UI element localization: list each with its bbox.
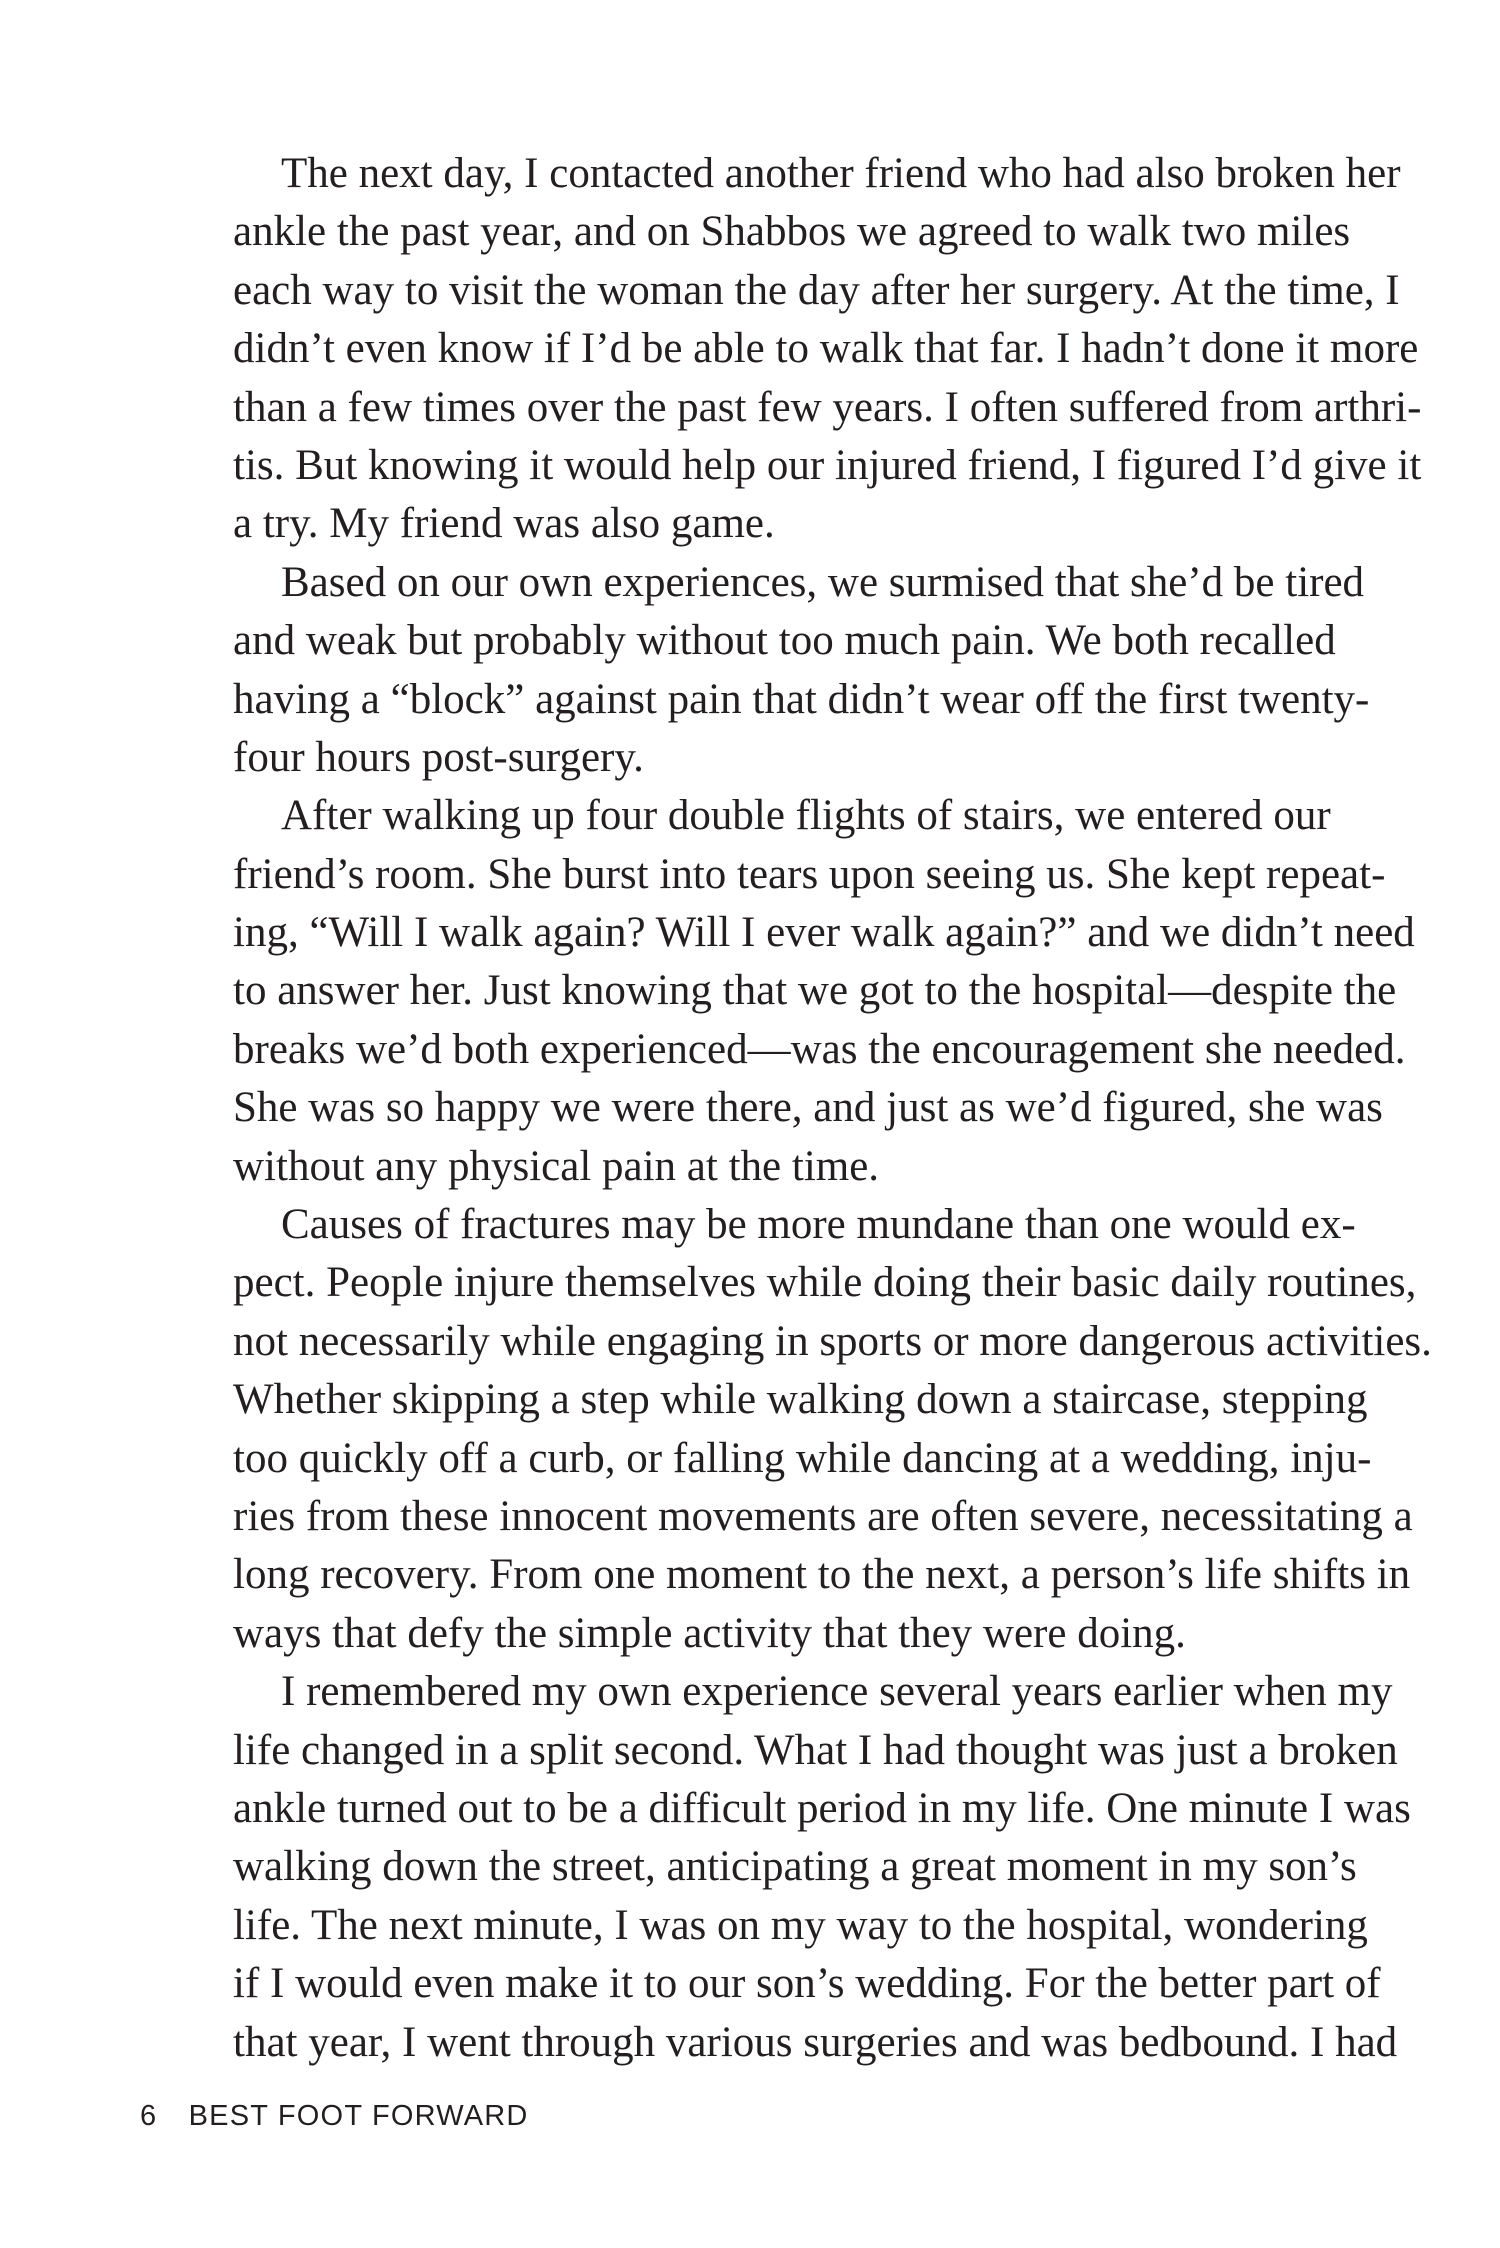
text-line: than a few times over the past few years. I often suffered from arthri- [233,383,1422,431]
text-line: each way to visit the woman the day after her surgery. At the time, I [233,266,1400,314]
text-line: having a “block” against pain that didn’t wear off the first twenty- [233,675,1370,723]
paragraph [185,554,1370,788]
text-line: if I would even make it to our son’s wedding. For the better part of [233,1960,1381,2008]
text-line: long recovery. From one moment to the next, a person’s life shifts in [233,1551,1411,1599]
body-text [185,145,1432,2072]
text-line: Causes of fractures may be more mundane than one would ex- [281,1201,1356,1249]
text-line: pect. People injure themselves while doing their basic daily routines, [233,1259,1417,1307]
text-line: ing, “Will I walk again? Will I ever walk again?” and we didn’t need [233,909,1415,957]
text-line: that year, I went through various surgeries and was bedbound. I had [233,2018,1398,2066]
paragraph [185,787,1415,1196]
text-line: life changed in a split second. What I had thought was just a broken [233,1726,1398,1774]
paragraph [185,1663,1411,2072]
text-line: Whether skipping a step while walking down a staircase, stepping [233,1376,1368,1424]
running-title: BEST FOOT FORWARD [188,2100,529,2132]
paragraph [185,145,1422,554]
text-line: four hours post-surgery. [233,733,644,781]
text-line: The next day, I contacted another friend who had also broken her [281,150,1401,197]
text-line: didn’t even know if I’d be able to walk that far. I hadn’t done it more [233,325,1419,373]
text-line: breaks we’d both experienced—was the encouragement she needed. [233,1025,1406,1073]
text-line: After walking up four double flights of stairs, we entered our [281,792,1331,840]
text-line: without any physical pain at the time. [233,1142,880,1190]
text-line: ries from these innocent movements are often severe, necessitating a [233,1492,1413,1540]
text-line: walking down the street, anticipating a great moment in my son’s [233,1843,1357,1891]
text-line: ways that defy the simple activity that they were doing. [233,1609,1186,1657]
text-line: She was so happy we were there, and just as we’d figured, she was [233,1084,1383,1132]
text-line: life. The next minute, I was on my way to the hospital, wondering [233,1901,1368,1949]
text-line: ankle turned out to be a difficult period in my life. One minute I was [233,1784,1411,1832]
text-line: not necessarily while engaging in sports or more dangerous activities. [233,1317,1432,1365]
text-line: Based on our own experiences, we surmised that she’d be tired [281,558,1365,606]
paragraph [185,1196,1432,1663]
text-line: to answer her. Just knowing that we got to the hospital—despite the [233,967,1397,1015]
text-line: too quickly off a curb, or falling while dancing at a wedding, inju- [233,1434,1372,1482]
text-line: a try. My friend was also game. [233,500,775,548]
text-line: I remembered my own experience several years earlier when my [281,1668,1393,1716]
text-line: ankle the past year, and on Shabbos we agreed to walk two miles [233,208,1351,256]
page-number: 6 [140,2100,158,2132]
text-line: tis. But knowing it would help our injured friend, I figured I’d give it [233,441,1422,489]
page-footer [140,2100,529,2133]
text-line: friend’s room. She burst into tears upon seeing us. She kept repeat- [233,850,1386,898]
text-line: and weak but probably without too much pain. We both recalled [233,617,1336,665]
